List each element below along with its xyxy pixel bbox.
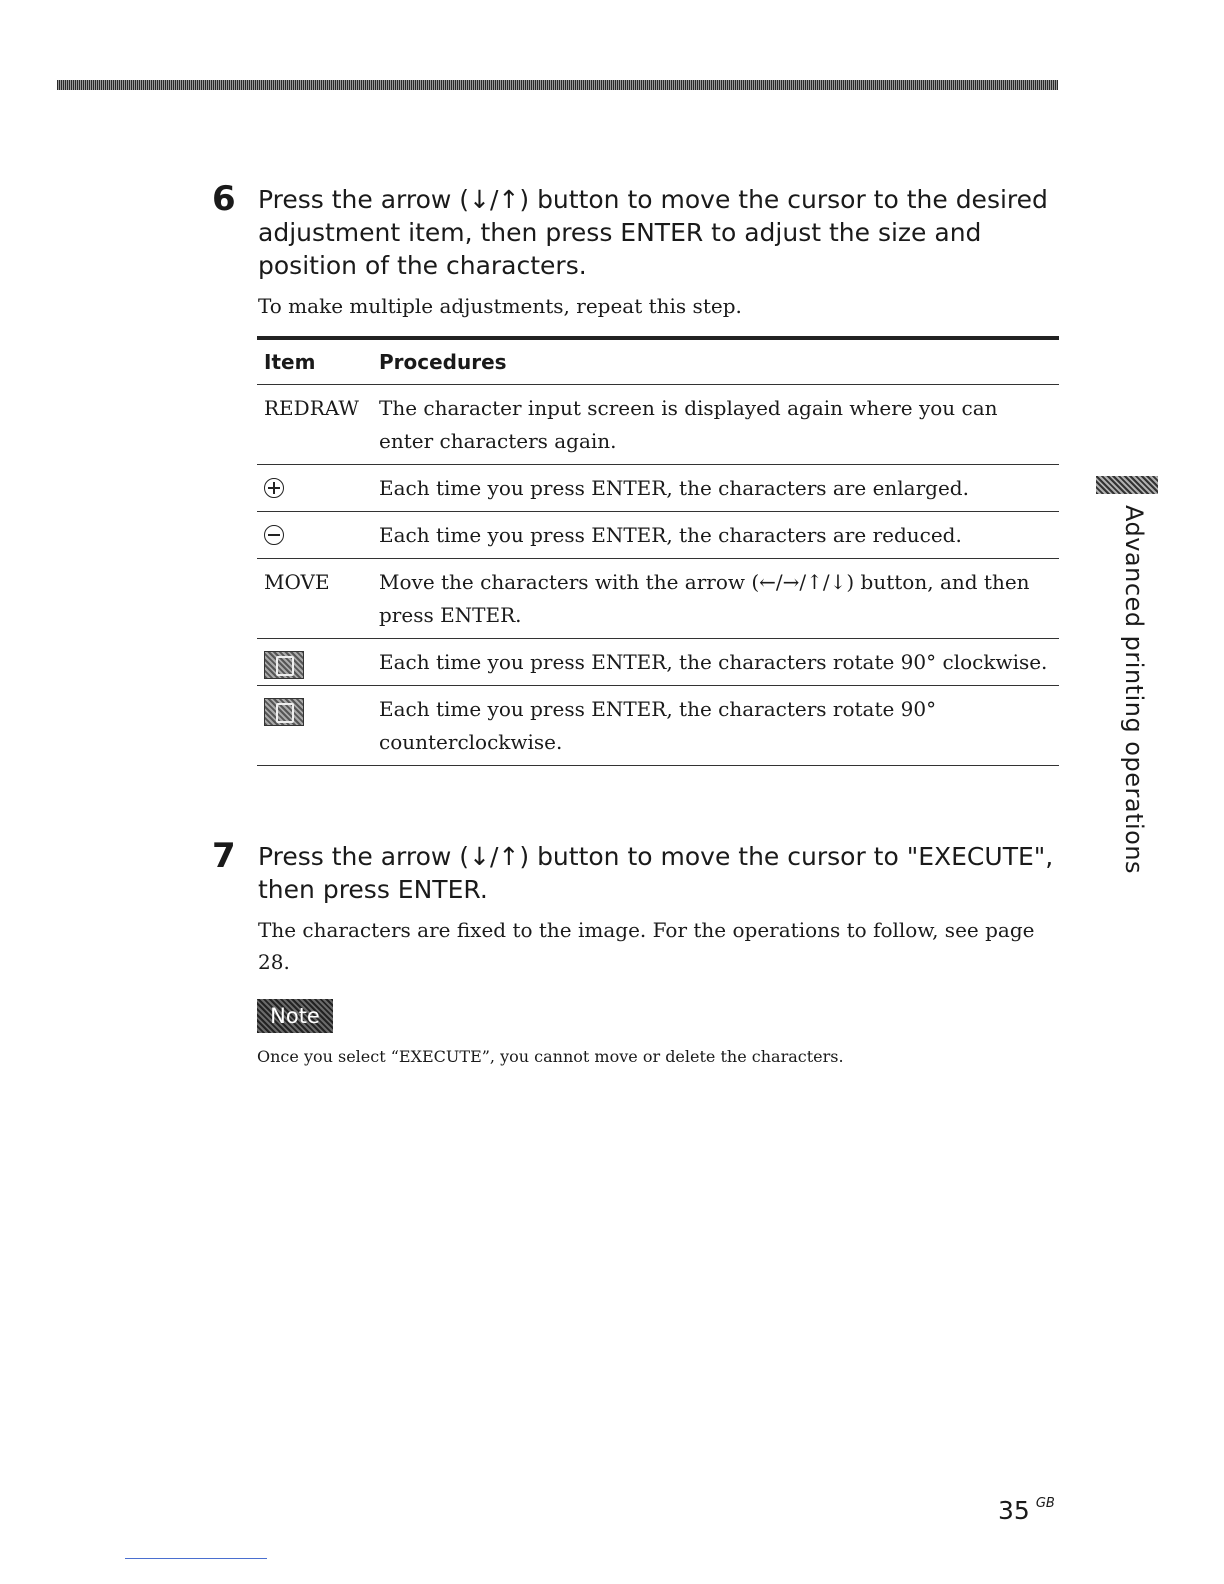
row-item-redraw: REDRAW xyxy=(264,396,359,420)
page-number xyxy=(998,1496,1055,1525)
reduce-icon xyxy=(264,525,284,545)
step-6 xyxy=(212,179,1062,322)
header-item: Item xyxy=(264,350,316,374)
side-tab-marker xyxy=(1096,476,1158,494)
step-number: 7 xyxy=(212,836,236,876)
procedures-table xyxy=(257,336,1059,766)
row-procedure: Move the characters with the arrow (←/→/↑/↓) button, and then press ENTER. xyxy=(379,570,1030,627)
side-tab-label: Advanced printing operations xyxy=(1120,505,1148,875)
table-row xyxy=(257,559,1059,639)
row-procedure: The character input screen is displayed again where you can enter characters again. xyxy=(379,396,998,453)
row-procedure: Each time you press ENTER, the characters are reduced. xyxy=(379,523,962,547)
row-procedure: Each time you press ENTER, the characters rotate 90° counterclockwise. xyxy=(379,697,937,754)
table-row xyxy=(257,639,1059,686)
row-item-move: MOVE xyxy=(264,570,330,594)
bottom-decorative-line xyxy=(125,1558,267,1559)
step-body: The characters are fixed to the image. For the operations to follow, see page 28. xyxy=(258,918,1035,974)
row-procedure: Each time you press ENTER, the characters rotate 90° clockwise. xyxy=(379,650,1048,674)
table-row xyxy=(257,512,1059,559)
note-text: Once you select “EXECUTE”, you cannot move or delete the characters. xyxy=(257,1047,844,1066)
table-header xyxy=(257,340,1059,385)
step-heading: Press the arrow (↓/↑) button to move the cursor to the desired adjustment item, then press ENTER to adjust the size and position of the characters. xyxy=(258,185,1048,280)
step-heading: Press the arrow (↓/↑) button to move the cursor to "EXECUTE", then press ENTER. xyxy=(258,842,1054,904)
table-row xyxy=(257,686,1059,766)
top-decorative-rule xyxy=(57,80,1058,90)
rotate-counterclockwise-icon xyxy=(264,698,304,726)
rotate-clockwise-icon xyxy=(264,651,304,679)
enlarge-icon xyxy=(264,478,284,498)
step-number: 6 xyxy=(212,179,236,219)
table-row xyxy=(257,465,1059,512)
step-body: To make multiple adjustments, repeat this step. xyxy=(258,294,742,318)
page-number-value: 35 xyxy=(998,1496,1030,1525)
table-row xyxy=(257,385,1059,465)
step-7 xyxy=(212,836,1062,978)
note-badge: Note xyxy=(257,999,333,1033)
row-procedure: Each time you press ENTER, the characters are enlarged. xyxy=(379,476,969,500)
header-procedures: Procedures xyxy=(379,350,507,374)
region-label: GB xyxy=(1035,1496,1055,1511)
